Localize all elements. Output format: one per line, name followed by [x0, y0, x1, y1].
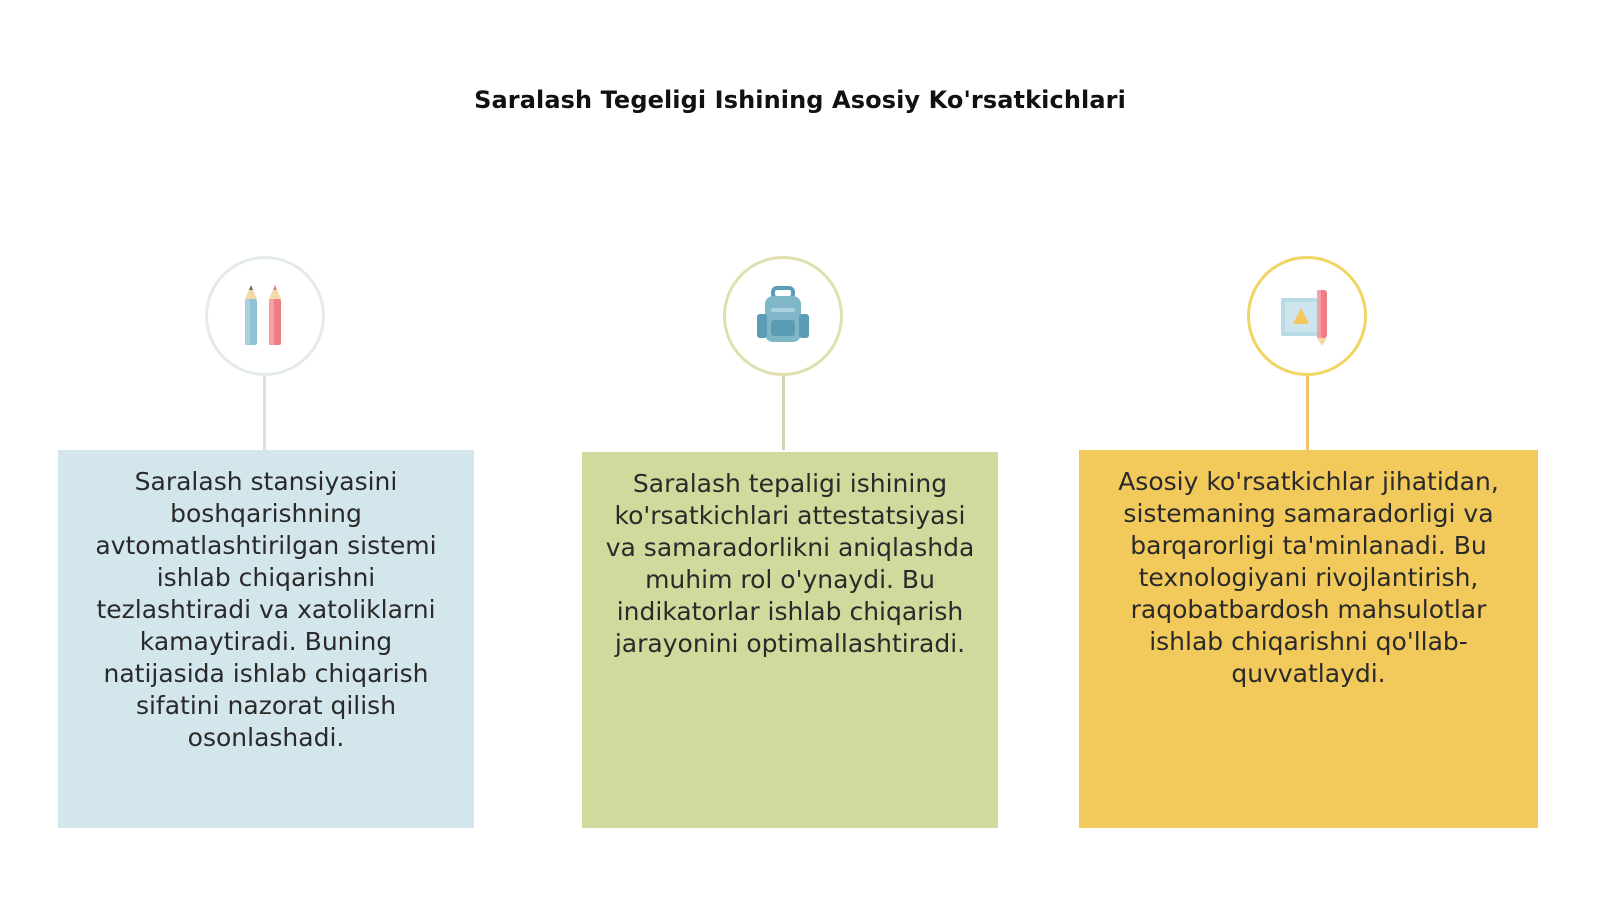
connector-line-2: [782, 376, 785, 450]
drawing-board-icon: [1275, 284, 1339, 348]
connector-line-3: [1306, 376, 1309, 450]
icon-ring-1: [205, 256, 325, 376]
icon-ring-2: [723, 256, 843, 376]
icon-ring-3: [1247, 256, 1367, 376]
info-card-1-text: Saralash stansiyasini boshqarishning avtomatlashtirilgan sistemi ishlab chiqarishni tezlashtiradi va xatoliklarni kamaytiradi. Buning natijasida ishlab chiqarish sifatini nazorat qilish osonlashadi.: [95, 467, 437, 752]
info-card-1: [58, 450, 474, 828]
diagram-title: Saralash Tegeligi Ishining Asosiy Ko'rsatkichlari: [474, 86, 1126, 114]
pencils-icon: [235, 281, 295, 351]
connector-line-1: [263, 376, 266, 450]
info-card-2-text: Saralash tepaligi ishining ko'rsatkichlari attestatsiyasi va samaradorlikni aniqlashda muhim rol o'ynaydi. Bu indikatorlar ishlab chiqarish jarayonini optimallashtiradi.: [605, 469, 975, 658]
backpack-icon: [751, 284, 815, 348]
info-card-2: [582, 452, 998, 828]
info-card-3: [1079, 450, 1538, 828]
info-card-3-text: Asosiy ko'rsatkichlar jihatidan, sistemaning samaradorligi va barqarorligi ta'minlanadi. Bu texnologiyani rivojlantirish, raqobatbardosh mahsulotlar ishlab chiqarishni qo'llab-quvvatlaydi.: [1118, 467, 1499, 688]
